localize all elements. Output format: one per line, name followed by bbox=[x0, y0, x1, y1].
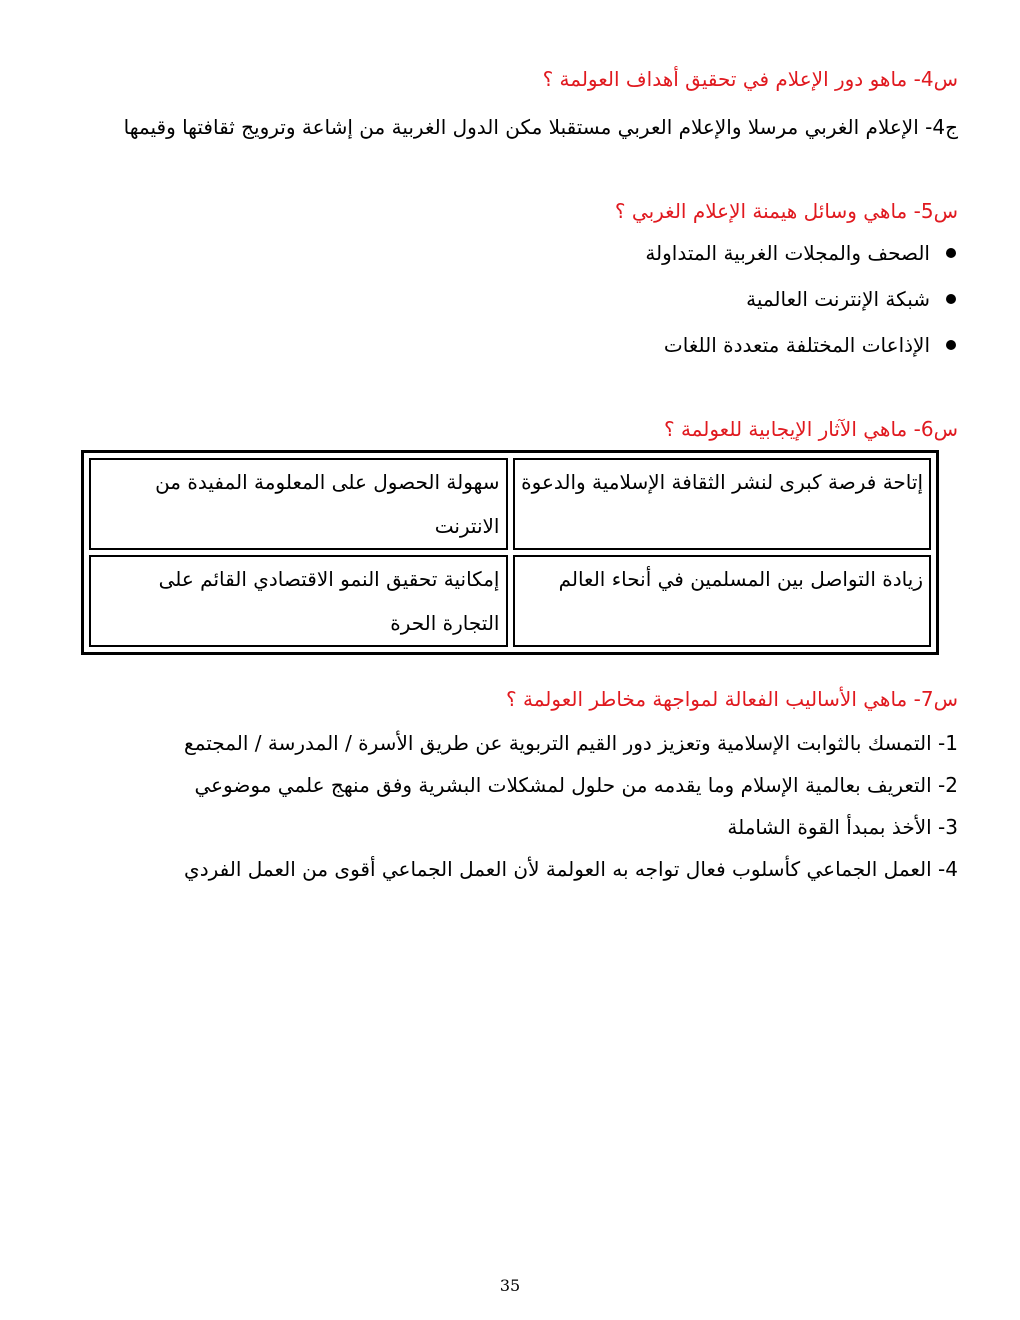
list-item: شبكة الإنترنت العالمية bbox=[645, 284, 958, 330]
question-6: س6- ماهي الآثار الإيجابية للعولمة ؟ bbox=[663, 417, 958, 441]
bullet-icon bbox=[946, 340, 956, 350]
table-row bbox=[89, 555, 931, 647]
table-cell: إمكانية تحقيق النمو الاقتصادي القائم على التجارة الحرة bbox=[89, 555, 508, 647]
method-4: 4- العمل الجماعي كأسلوب فعال تواجه به العولمة لأن العمل الجماعي أقوى من العمل الفردي bbox=[184, 857, 958, 881]
table-cell: إتاحة فرصة كبرى لنشر الثقافة الإسلامية والدعوة bbox=[513, 458, 932, 550]
page-number: 35 bbox=[499, 1276, 521, 1295]
question-4: س4- ماهو دور الإعلام في تحقيق أهداف العولمة ؟ bbox=[542, 67, 958, 91]
bullet-icon bbox=[946, 248, 956, 258]
table-cell: سهولة الحصول على المعلومة المفيدة من الانترنت bbox=[89, 458, 508, 550]
question-7: س7- ماهي الأساليب الفعالة لمواجهة مخاطر العولمة ؟ bbox=[506, 687, 958, 711]
media-tools-list bbox=[645, 238, 958, 376]
answer-4: ج4- الإعلام الغربي مرسلا والإعلام العربي مستقبلا مكن الدول الغربية من إشاعة وترويج ثقافتها وقيمها bbox=[123, 115, 958, 139]
method-3: 3- الأخذ بمبدأ القوة الشاملة bbox=[727, 815, 958, 839]
method-2: 2- التعريف بعالمية الإسلام وما يقدمه من حلول لمشكلات البشرية وفق منهج علمي موضوعي bbox=[194, 773, 958, 797]
bullet-icon bbox=[946, 294, 956, 304]
positive-effects-table bbox=[81, 450, 939, 655]
list-item: الصحف والمجلات الغربية المتداولة bbox=[645, 238, 958, 284]
method-1: 1- التمسك بالثوابت الإسلامية وتعزيز دور القيم التربوية عن طريق الأسرة / المدرسة / المجتمع bbox=[184, 731, 958, 755]
table-row bbox=[89, 458, 931, 550]
list-item: الإذاعات المختلفة متعددة اللغات bbox=[645, 330, 958, 376]
question-5: س5- ماهي وسائل هيمنة الإعلام الغربي ؟ bbox=[614, 199, 958, 223]
table-cell: زيادة التواصل بين المسلمين في أنحاء العالم bbox=[513, 555, 932, 647]
